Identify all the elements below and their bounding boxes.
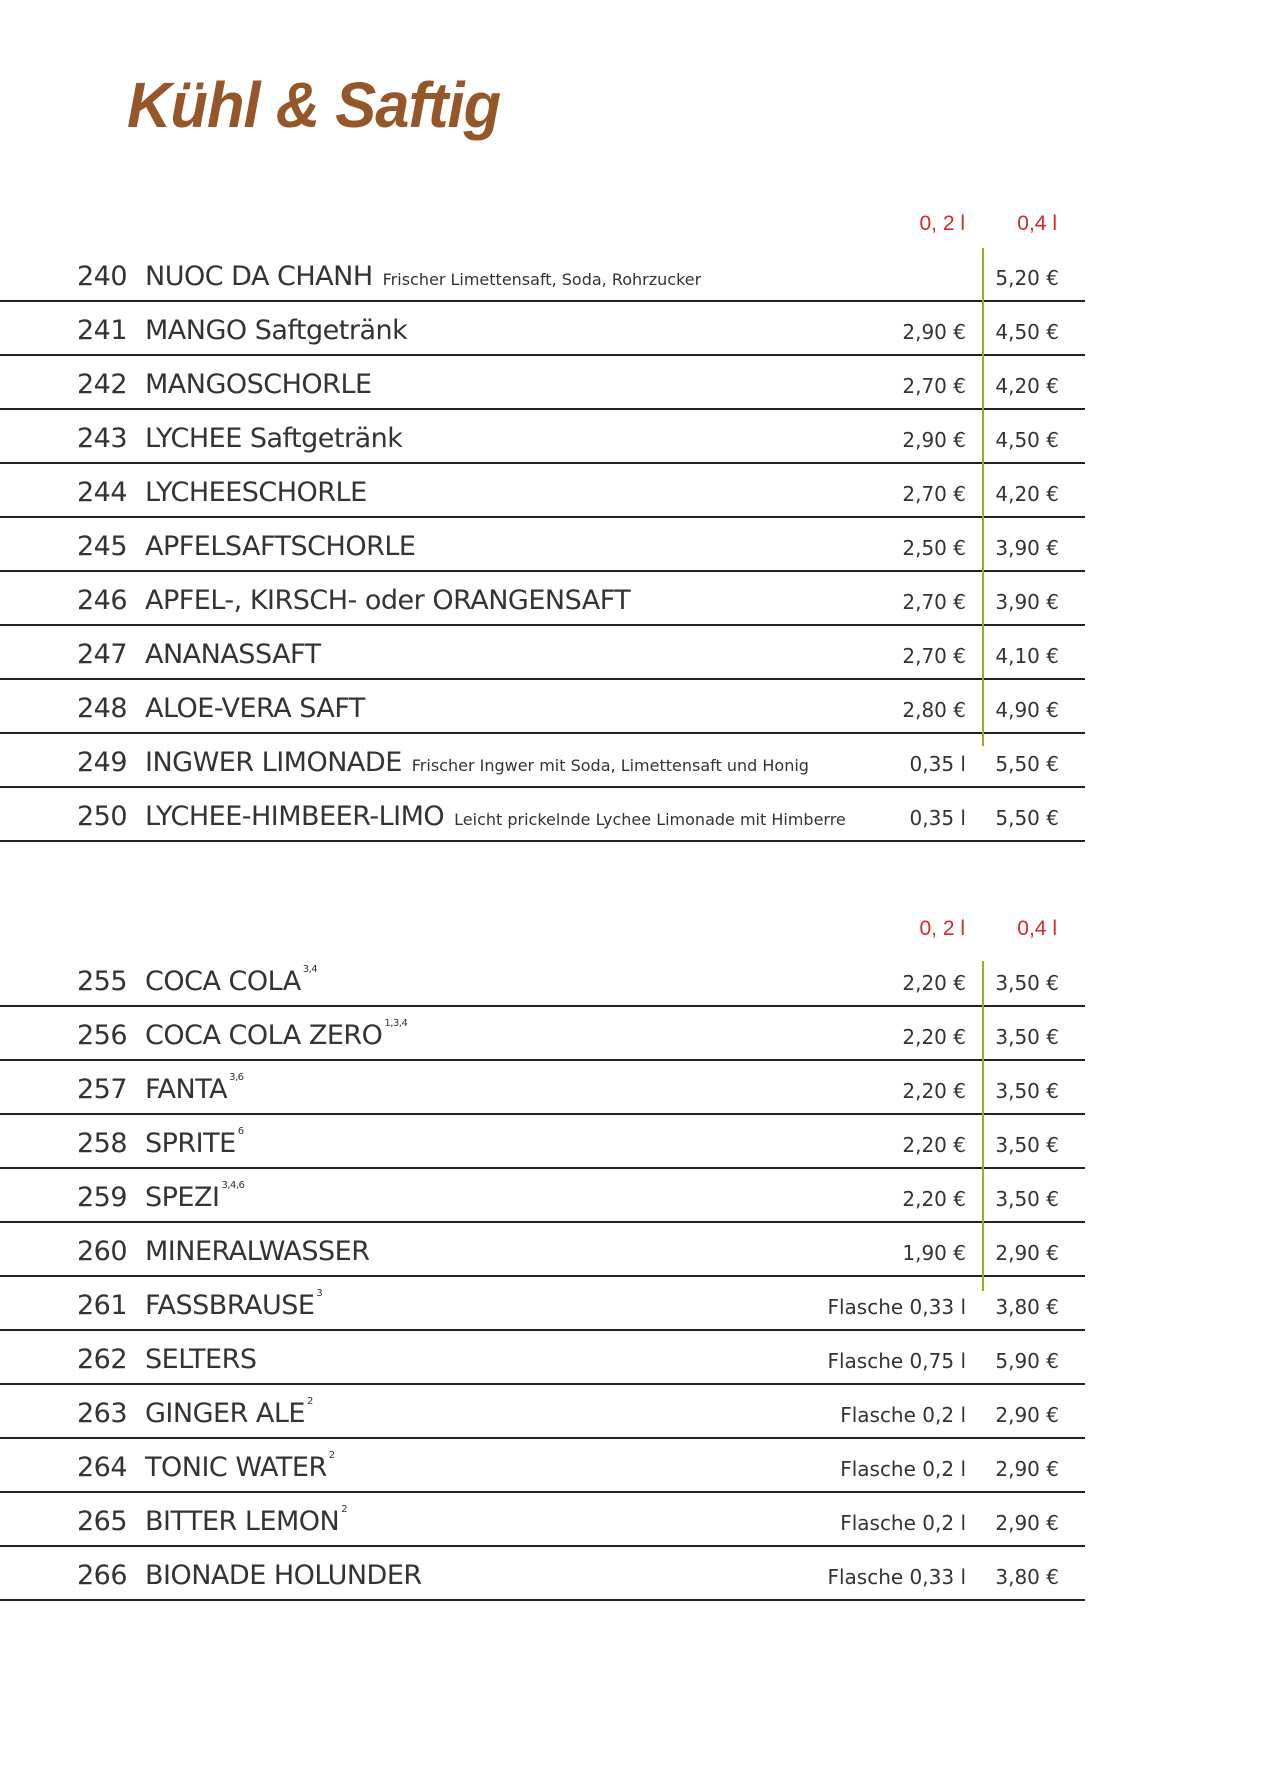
item-number: 242 (77, 369, 128, 400)
price-small: Flasche 0,33 l (827, 1565, 966, 1589)
item-name-block (145, 801, 846, 832)
item-name-block (145, 693, 365, 724)
item-number: 246 (77, 585, 128, 616)
price-large: 3,90 € (995, 536, 1059, 560)
price-small: 2,70 € (902, 644, 966, 668)
item-name: MINERALWASSER (145, 1236, 370, 1267)
price-small: 0,35 l (909, 752, 966, 776)
price-large: 3,90 € (995, 590, 1059, 614)
item-number: 263 (77, 1398, 128, 1429)
price-large: 2,90 € (995, 1457, 1059, 1481)
item-number: 259 (77, 1182, 128, 1213)
menu-item-row (0, 626, 1085, 680)
menu-item-row (0, 1385, 1085, 1439)
item-number: 243 (77, 423, 128, 454)
item-name: APFELSAFTSCHORLE (145, 531, 416, 562)
price-large: 3,80 € (995, 1565, 1059, 1589)
menu-section-juices (0, 190, 1085, 842)
menu-item-row (0, 1223, 1085, 1277)
item-number: 255 (77, 966, 128, 997)
item-name-block (145, 1128, 244, 1159)
menu-section-softdrinks (0, 895, 1085, 1601)
additive-footnote: 2 (306, 1396, 313, 1407)
item-number: 245 (77, 531, 128, 562)
price-small: 2,70 € (902, 590, 966, 614)
item-number: 260 (77, 1236, 128, 1267)
item-name: BITTER LEMON (145, 1506, 340, 1537)
price-small: Flasche 0,2 l (840, 1403, 966, 1427)
column-divider (982, 961, 984, 1291)
price-small: 2,50 € (902, 536, 966, 560)
item-name: COCA COLA (145, 966, 301, 997)
price-small: Flasche 0,2 l (840, 1511, 966, 1535)
item-number: 262 (77, 1344, 128, 1375)
item-name: LYCHEESCHORLE (145, 477, 367, 508)
menu-item-row (0, 410, 1085, 464)
item-name: MANGO Saftgetränk (145, 315, 408, 346)
menu-item-row (0, 1169, 1085, 1223)
price-large: 2,90 € (995, 1511, 1059, 1535)
additive-footnote: 2 (341, 1504, 348, 1515)
size-header-large: 0,4 l (1017, 212, 1057, 235)
item-name: MANGOSCHORLE (145, 369, 372, 400)
item-name: NUOC DA CHANH (145, 261, 373, 292)
item-name: SELTERS (145, 1344, 257, 1375)
price-large: 4,90 € (995, 698, 1059, 722)
item-name-block (145, 315, 407, 346)
size-header-small: 0, 2 l (919, 917, 965, 940)
page-title: Kühl & Saftig (127, 69, 501, 141)
price-large: 2,90 € (995, 1241, 1059, 1265)
menu-item-row (0, 1115, 1085, 1169)
price-small: 2,90 € (902, 428, 966, 452)
item-name-block (145, 1452, 335, 1483)
item-name: SPRITE (145, 1128, 236, 1159)
menu-item-row (0, 1493, 1085, 1547)
item-name: SPEZI (145, 1182, 220, 1213)
item-name: TONIC WATER (145, 1452, 327, 1483)
item-number: 247 (77, 639, 128, 670)
item-number: 266 (77, 1560, 128, 1591)
price-large: 3,50 € (995, 1079, 1059, 1103)
price-large: 5,90 € (995, 1349, 1059, 1373)
item-number: 249 (77, 747, 128, 778)
item-name: LYCHEE-HIMBEER-LIMO (145, 801, 445, 832)
item-number: 248 (77, 693, 128, 724)
item-name-block (145, 639, 321, 670)
price-small: 2,20 € (902, 971, 966, 995)
price-large: 4,20 € (995, 482, 1059, 506)
price-large: 2,90 € (995, 1403, 1059, 1427)
item-name-block (145, 747, 809, 778)
item-number: 265 (77, 1506, 128, 1537)
additive-footnote: 3,4,6 (221, 1180, 245, 1191)
item-name-block (145, 423, 402, 454)
item-name-block (145, 1074, 244, 1105)
item-name-block (145, 261, 701, 292)
price-column-headers (0, 895, 1085, 953)
item-number: 250 (77, 801, 128, 832)
additive-footnote: 1,3,4 (384, 1018, 408, 1029)
price-small: Flasche 0,75 l (827, 1349, 966, 1373)
price-large: 5,50 € (995, 752, 1059, 776)
price-small: Flasche 0,2 l (840, 1457, 966, 1481)
menu-item-row (0, 734, 1085, 788)
price-small: 2,90 € (902, 320, 966, 344)
item-number: 264 (77, 1452, 128, 1483)
price-small: 2,20 € (902, 1025, 966, 1049)
price-small: 0,35 l (909, 806, 966, 830)
item-name-block (145, 1506, 347, 1537)
item-name-block (145, 1182, 244, 1213)
price-large: 4,50 € (995, 320, 1059, 344)
price-small: 2,20 € (902, 1079, 966, 1103)
additive-footnote: 3,4 (302, 964, 318, 975)
item-number: 240 (77, 261, 128, 292)
price-large: 3,50 € (995, 1187, 1059, 1211)
item-description: Frischer Limettensaft, Soda, Rohrzucker (382, 270, 702, 289)
price-large: 3,50 € (995, 1133, 1059, 1157)
item-name-block (145, 369, 372, 400)
item-name: FASSBRAUSE (145, 1290, 315, 1321)
menu-item-row (0, 1007, 1085, 1061)
item-name-block (145, 1020, 407, 1051)
menu-item-row (0, 572, 1085, 626)
size-header-large: 0,4 l (1017, 917, 1057, 940)
price-large: 3,80 € (995, 1295, 1059, 1319)
price-large: 4,50 € (995, 428, 1059, 452)
item-number: 256 (77, 1020, 128, 1051)
item-description: Frischer Ingwer mit Soda, Limettensaft und Honig (411, 756, 809, 775)
price-large: 5,50 € (995, 806, 1059, 830)
additive-footnote: 6 (237, 1126, 244, 1137)
menu-item-row (0, 518, 1085, 572)
price-small: 2,70 € (902, 482, 966, 506)
menu-item-row (0, 788, 1085, 842)
item-name-block (145, 1290, 322, 1321)
price-large: 5,20 € (995, 266, 1059, 290)
item-name: APFEL-, KIRSCH- oder ORANGENSAFT (145, 585, 631, 616)
column-divider (982, 248, 984, 746)
menu-item-row (0, 953, 1085, 1007)
price-large: 4,20 € (995, 374, 1059, 398)
size-header-small: 0, 2 l (919, 212, 965, 235)
price-small: 1,90 € (902, 1241, 966, 1265)
additive-footnote: 3 (316, 1288, 323, 1299)
item-name: COCA COLA ZERO (145, 1020, 383, 1051)
menu-item-row (0, 680, 1085, 734)
price-small: 2,80 € (902, 698, 966, 722)
item-name-block (145, 1344, 256, 1375)
menu-item-row (0, 302, 1085, 356)
item-name-block (145, 531, 415, 562)
item-name-block (145, 1236, 370, 1267)
menu-item-row (0, 1061, 1085, 1115)
price-small: 2,70 € (902, 374, 966, 398)
item-name: GINGER ALE (145, 1398, 305, 1429)
item-name: LYCHEE Saftgetränk (145, 423, 403, 454)
item-name-block (145, 1398, 313, 1429)
menu-item-row (0, 1331, 1085, 1385)
item-number: 258 (77, 1128, 128, 1159)
item-number: 261 (77, 1290, 128, 1321)
item-name-block (145, 477, 367, 508)
menu-item-row (0, 464, 1085, 518)
item-name-block (145, 966, 317, 997)
item-description: Leicht prickelnde Lychee Limonade mit Himberre (454, 810, 846, 829)
item-name: ANANASSAFT (145, 639, 321, 670)
item-name: FANTA (145, 1074, 228, 1105)
item-name-block (145, 585, 630, 616)
additive-footnote: 3,6 (229, 1072, 244, 1083)
price-small: 2,20 € (902, 1187, 966, 1211)
item-name-block (145, 1560, 422, 1591)
additive-footnote: 2 (328, 1450, 335, 1461)
item-number: 244 (77, 477, 128, 508)
item-name: BIONADE HOLUNDER (145, 1560, 422, 1591)
price-column-headers (0, 190, 1085, 248)
price-large: 3,50 € (995, 1025, 1059, 1049)
price-large: 4,10 € (995, 644, 1059, 668)
menu-item-row (0, 1277, 1085, 1331)
menu-item-row (0, 1439, 1085, 1493)
item-number: 257 (77, 1074, 128, 1105)
price-small: 2,20 € (902, 1133, 966, 1157)
menu-item-row (0, 248, 1085, 302)
price-small: Flasche 0,33 l (827, 1295, 966, 1319)
menu-item-row (0, 1547, 1085, 1601)
menu-item-row (0, 356, 1085, 410)
item-number: 241 (77, 315, 128, 346)
item-name: ALOE-VERA SAFT (145, 693, 365, 724)
item-name: INGWER LIMONADE (145, 747, 402, 778)
price-large: 3,50 € (995, 971, 1059, 995)
